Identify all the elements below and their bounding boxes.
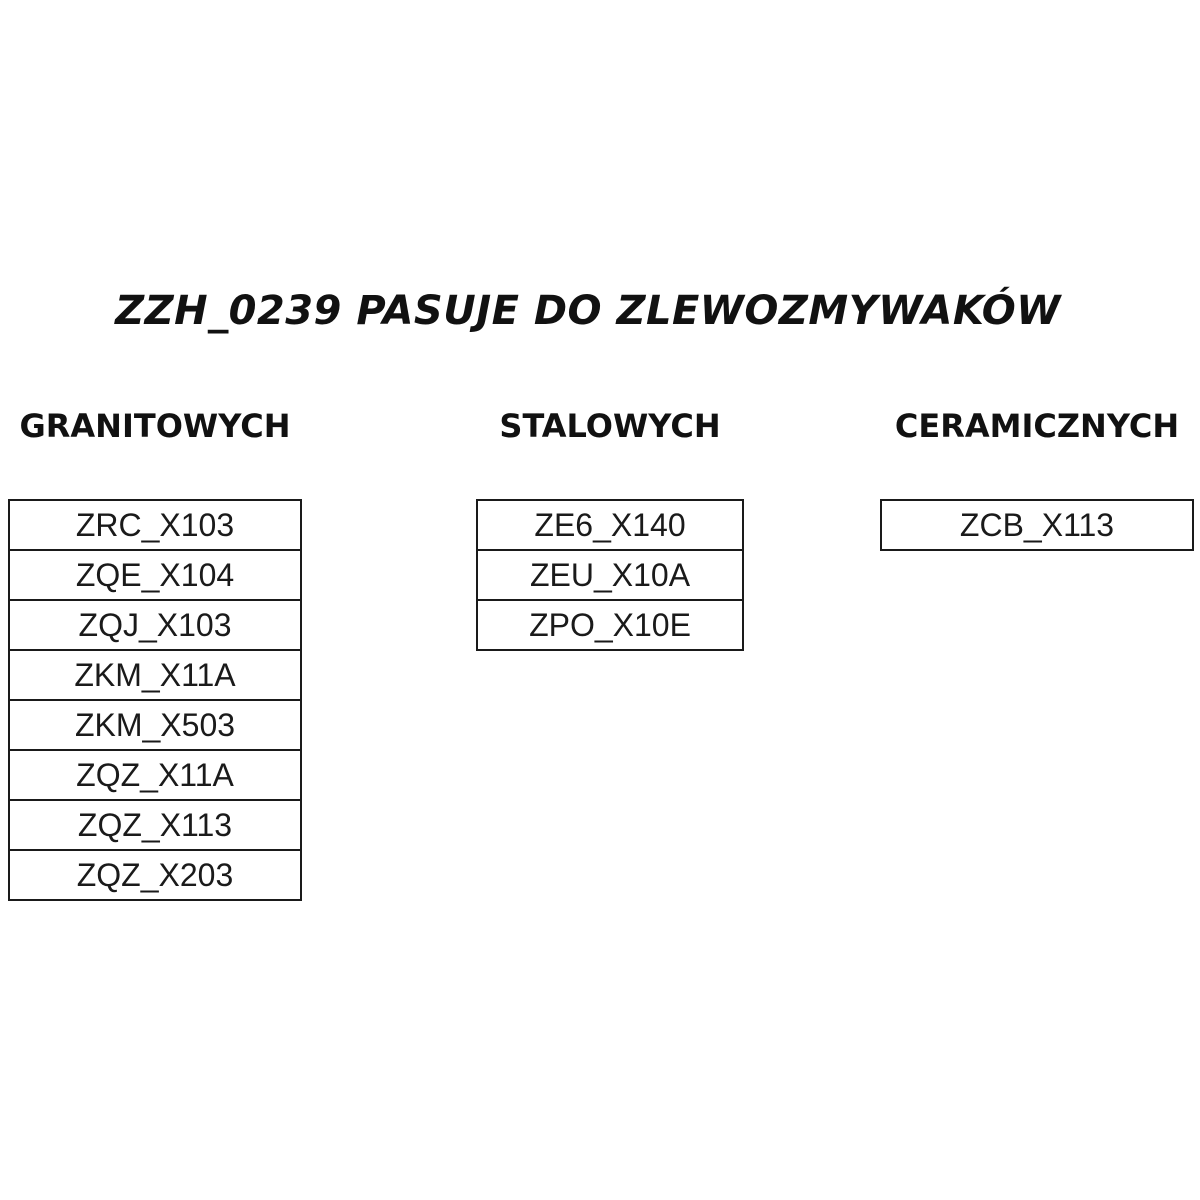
table-row — [9, 600, 301, 650]
column-heading-steel: STALOWYCH — [499, 407, 721, 445]
sink-code-cell: ZKM_X11A — [9, 650, 301, 700]
table-row — [9, 800, 301, 850]
sink-code-cell: ZQZ_X11A — [9, 750, 301, 800]
sink-code-cell: ZKM_X503 — [9, 700, 301, 750]
page-title: ZZH_0239 PASUJE DO ZLEWOZMYWAKÓW — [115, 288, 1061, 334]
sink-code-cell: ZCB_X113 — [881, 500, 1193, 550]
ceramic-sink-codes-table — [880, 499, 1194, 551]
sink-code-cell: ZQZ_X203 — [9, 850, 301, 900]
sink-code-cell: ZQJ_X103 — [9, 600, 301, 650]
table-row — [9, 700, 301, 750]
table-row — [881, 500, 1193, 550]
table-row — [9, 500, 301, 550]
sink-code-cell: ZEU_X10A — [477, 550, 743, 600]
sink-code-cell: ZQE_X104 — [9, 550, 301, 600]
sink-code-cell: ZE6_X140 — [477, 500, 743, 550]
sink-code-cell: ZQZ_X113 — [9, 800, 301, 850]
table-row — [9, 550, 301, 600]
sink-code-cell: ZPO_X10E — [477, 600, 743, 650]
table-row — [9, 650, 301, 700]
table-row — [477, 500, 743, 550]
granite-sink-codes-table — [8, 499, 302, 901]
column-heading-granite: GRANITOWYCH — [19, 407, 291, 445]
table-row — [9, 750, 301, 800]
sink-code-cell: ZRC_X103 — [9, 500, 301, 550]
steel-sink-codes-table — [476, 499, 744, 651]
table-row — [9, 850, 301, 900]
column-heading-ceramic: CERAMICZNYCH — [894, 407, 1180, 445]
table-row — [477, 600, 743, 650]
table-row — [477, 550, 743, 600]
